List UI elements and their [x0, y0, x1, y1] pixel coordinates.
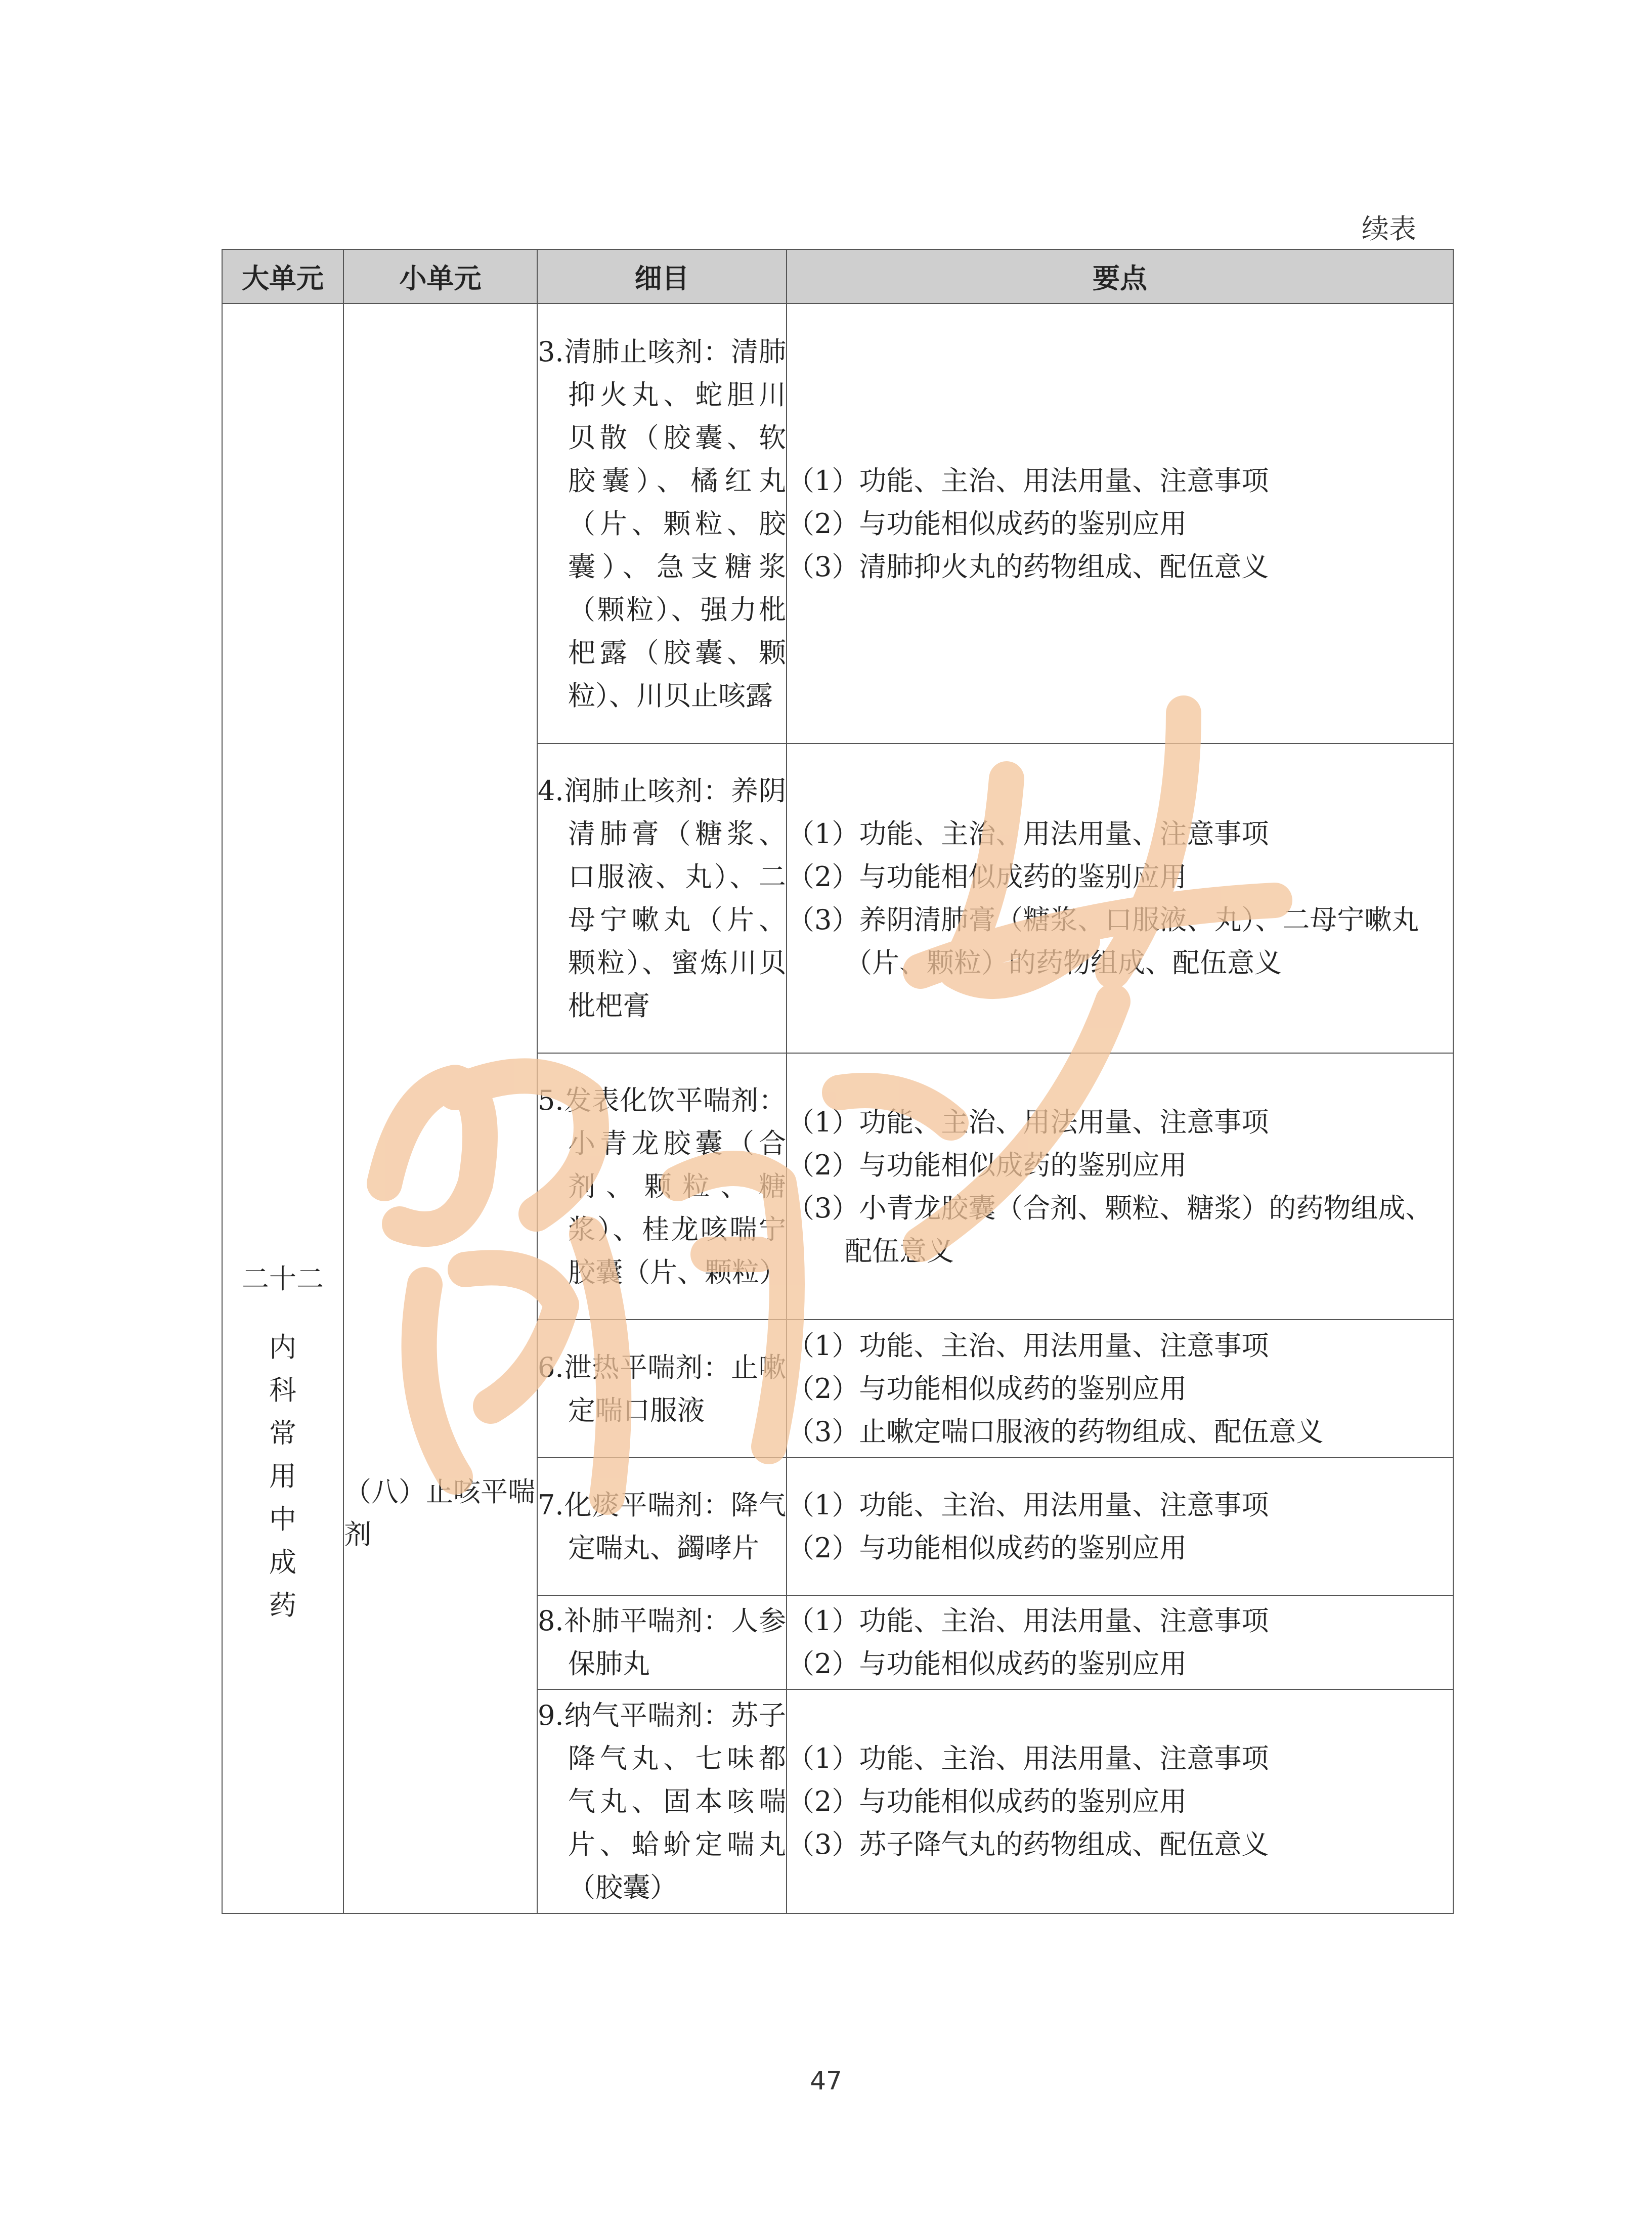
continued-label: 续表 [1362, 213, 1416, 245]
points-cell [787, 1689, 1453, 1913]
detail-text: 4.润肺止咳剂：养阴清肺膏（糖浆、口服液、丸）、二母宁嗽丸（片、颗粒）、蜜炼川贝枇杷膏 [538, 775, 786, 1022]
big-unit-number: 二十二 [242, 1263, 324, 1295]
detail-cell [537, 1689, 787, 1913]
detail-cell [537, 1458, 787, 1595]
point-item: （1）功能、主治、用法用量、注意事项 [787, 818, 1269, 850]
detail-text: 8.补肺平喘剂：人参保肺丸 [538, 1605, 786, 1680]
point-item: （1）功能、主治、用法用量、注意事项 [787, 1330, 1269, 1362]
detail-text: 6.泄热平喘剂：止嗽定喘口服液 [538, 1351, 786, 1426]
point-item: （3）小青龙胶囊（合剂、颗粒、糖浆）的药物组成、配伍意义 [787, 1192, 1433, 1267]
detail-text: 7.化痰平喘剂：降气定喘丸、蠲哮片 [538, 1489, 786, 1564]
detail-text: 3.清肺止咳剂：清肺抑火丸、蛇胆川贝散（胶囊、软胶囊）、橘红丸（片、颗粒、胶囊）、急支糖浆（颗粒）、强力枇杷露（胶囊、颗粒）、川贝止咳露 [538, 335, 786, 712]
detail-cell [537, 1053, 787, 1320]
big-unit-cell [222, 303, 343, 1913]
points-cell [787, 1053, 1453, 1320]
point-item: （2）与功能相似成药的鉴别应用 [787, 1373, 1187, 1405]
point-item: （3）止嗽定喘口服液的药物组成、配伍意义 [787, 1416, 1324, 1448]
table-row [222, 303, 1453, 744]
detail-cell [537, 303, 787, 744]
point-item: （2）与功能相似成药的鉴别应用 [787, 1532, 1187, 1564]
point-item: （3）养阴清肺膏（糖浆、口服液、丸）、二母宁嗽丸（片、颗粒）的药物组成、配伍意义 [787, 904, 1419, 979]
header-row [222, 249, 1453, 303]
detail-text: 5.发表化饮平喘剂：小青龙胶囊（合剂、颗粒、糖浆）、桂龙咳喘宁胶囊（片、颗粒） [538, 1084, 787, 1288]
point-item: （2）与功能相似成药的鉴别应用 [787, 1785, 1187, 1817]
point-item: （2）与功能相似成药的鉴别应用 [787, 1648, 1187, 1680]
detail-cell [537, 1595, 787, 1689]
point-item: （1）功能、主治、用法用量、注意事项 [787, 1106, 1269, 1138]
detail-cell [537, 1320, 787, 1458]
big-unit-title: 内科常用中成药 [269, 1331, 296, 1621]
point-item: （1）功能、主治、用法用量、注意事项 [787, 1605, 1269, 1637]
header-detail: 细目 [537, 249, 787, 303]
points-cell [787, 1595, 1453, 1689]
detail-cell [537, 744, 787, 1053]
points-cell [787, 744, 1453, 1053]
header-key-points: 要点 [787, 249, 1453, 303]
small-unit-title: （八）止咳平喘剂 [344, 1475, 535, 1550]
point-item: （2）与功能相似成药的鉴别应用 [787, 1149, 1187, 1181]
detail-text: 9.纳气平喘剂：苏子降气丸、七味都气丸、固本咳喘片、蛤蚧定喘丸（胶囊） [538, 1699, 786, 1903]
points-cell [787, 303, 1453, 744]
point-item: （3）清肺抑火丸的药物组成、配伍意义 [787, 550, 1269, 583]
point-item: （3）苏子降气丸的药物组成、配伍意义 [787, 1828, 1269, 1860]
small-unit-cell [343, 303, 537, 1913]
page-number: 47 [810, 2066, 842, 2096]
point-item: （1）功能、主治、用法用量、注意事项 [787, 464, 1269, 497]
header-small-unit: 小单元 [343, 249, 537, 303]
point-item: （1）功能、主治、用法用量、注意事项 [787, 1742, 1269, 1774]
point-item: （2）与功能相似成药的鉴别应用 [787, 861, 1187, 893]
points-cell [787, 1320, 1453, 1458]
points-cell [787, 1458, 1453, 1595]
point-item: （2）与功能相似成药的鉴别应用 [787, 507, 1187, 540]
point-item: （1）功能、主治、用法用量、注意事项 [787, 1489, 1269, 1521]
syllabus-table [222, 249, 1454, 1914]
header-big-unit: 大单元 [222, 249, 343, 303]
